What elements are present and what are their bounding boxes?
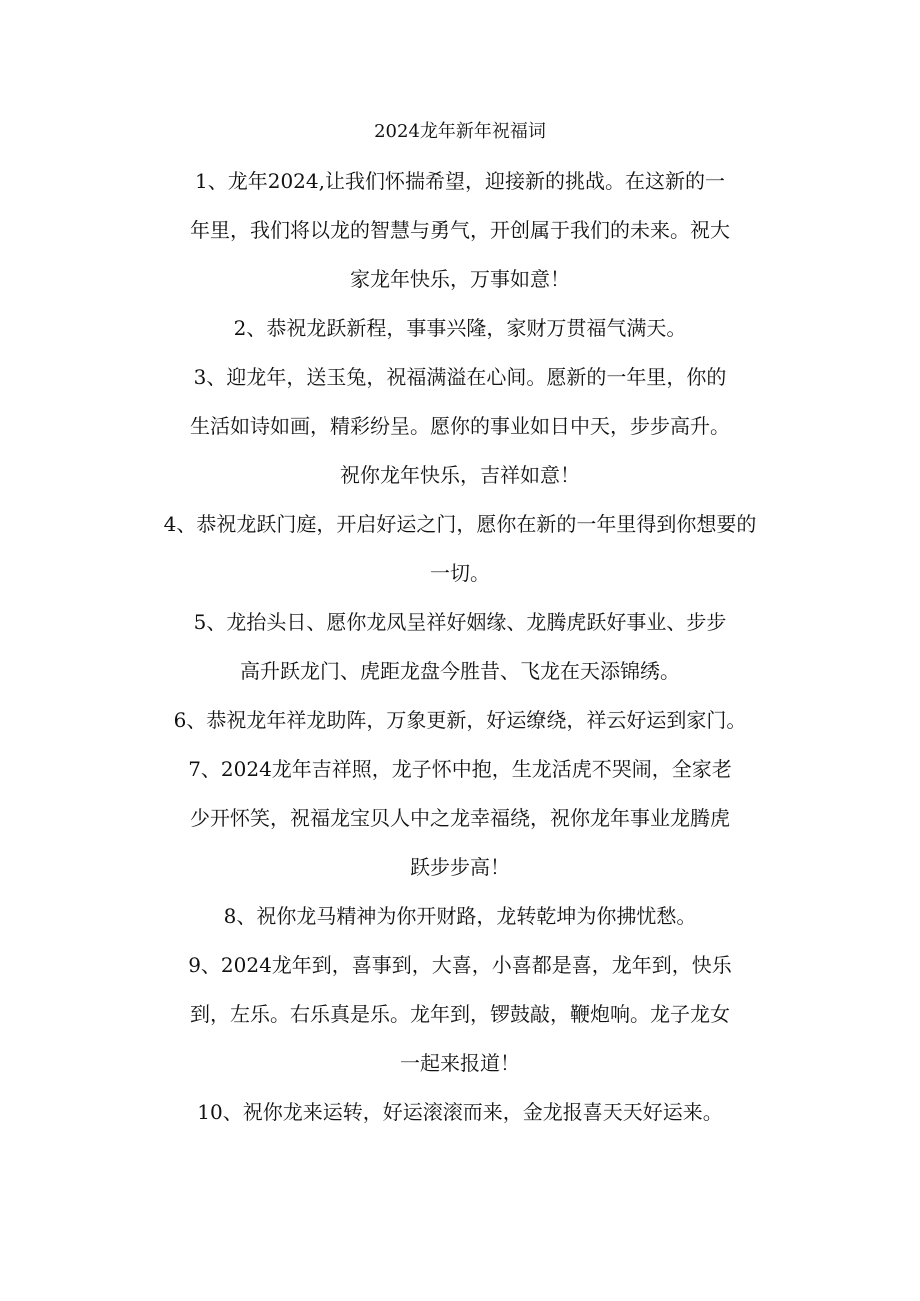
text-line: 一起来报道！ [400, 1051, 520, 1075]
text-line: 4、恭祝龙跃门庭，开启好运之门，愿你在新的一年里得到你想要的 [163, 512, 757, 536]
text-line: 1、龙年2024,让我们怀揣希望，迎接新的挑战。在这新的一 [195, 169, 725, 193]
document-title: 2024龙年新年祝福词 [374, 121, 546, 142]
text-line: 年里，我们将以龙的智慧与勇气，开创属于我们的未来。祝大 [190, 218, 730, 242]
text-line: 6、恭祝龙年祥龙助阵，万象更新，好运缭绕，祥云好运到家门。 [173, 708, 747, 732]
text-line: 3、迎龙年，送玉兔，祝福满溢在心间。愿新的一年里，你的 [193, 365, 727, 389]
text-line: 生活如诗如画，精彩纷呈。愿你的事业如日中天，步步高升。 [190, 414, 730, 438]
text-line: 少开怀笑，祝福龙宝贝人中之龙幸福绕，祝你龙年事业龙腾虎 [190, 806, 730, 830]
text-line: 跃步步高！ [410, 855, 510, 879]
text-line: 8、祝你龙马精神为你开财路，龙转乾坤为你拂忧愁。 [223, 904, 697, 928]
text-line: 5、龙抬头日、愿你龙凤呈祥好姻缘、龙腾虎跃好事业、步步 [193, 610, 727, 634]
text-line: 10、祝你龙来运转，好运滚滚而来，金龙报喜天天好运来。 [197, 1100, 723, 1124]
text-line: 到，左乐。右乐真是乐。龙年到，锣鼓敲，鞭炮响。龙子龙女 [190, 1002, 730, 1026]
text-line: 9、2024龙年到，喜事到，大喜，小喜都是喜，龙年到，快乐 [188, 953, 732, 977]
text-line: 7、2024龙年吉祥照，龙子怀中抱，生龙活虎不哭闹，全家老 [188, 757, 732, 781]
text-line: 家龙年快乐，万事如意！ [350, 267, 570, 291]
text-line: 祝你龙年快乐，吉祥如意！ [340, 463, 580, 487]
text-line: 一切。 [430, 561, 490, 585]
text-line: 2、恭祝龙跃新程，事事兴隆，家财万贯福气满天。 [233, 316, 687, 340]
text-line: 高升跃龙门、虎距龙盘今胜昔、飞龙在天添锦绣。 [240, 659, 680, 683]
